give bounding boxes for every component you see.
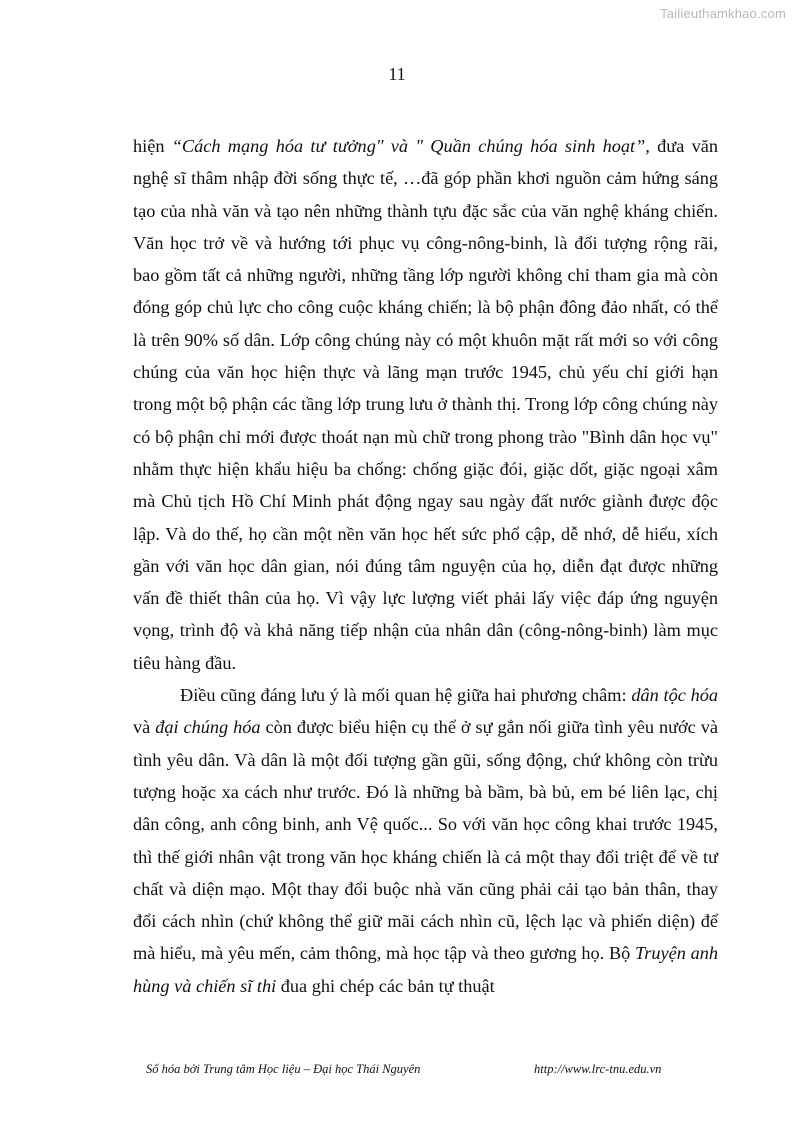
text-run: hiện <box>133 136 172 156</box>
text-run: đưa văn nghệ sĩ thâm nhập đời sống thực tế, …đã góp phần khơi nguồn cảm hứng sáng tạo của nhà văn và tạo nên những thành tựu đặc sắc của văn nghệ kháng chiến. Văn học trở về và hướng tới phục vụ công-nông-binh, là đối tượng rộng rãi, bao gồm tất cả những người, những tầng lớp người không chỉ tham gia mà còn đóng góp chủ lực cho công cuộc kháng chiến; là bộ phận đông đảo nhất, có thể là trên 90% số dân. Lớp công chúng này có một khuôn mặt rất mới so với công chúng của văn học hiện thực và lãng mạn trước 1945, chủ yếu chỉ giới hạn trong một bộ phận các tầng lớp trung lưu ở thành thị. Trong lớp công chúng này có bộ phận chỉ mới được thoát nạn mù chữ trong phong trào "Bình dân học vụ" nhằm thực hiện khẩu hiệu ba chống: chống giặc đói, giặc dốt, giặc ngoại xâm mà Chủ tịch Hồ Chí Minh phát động ngay sau ngày đất nước giành được độc lập. Và do thế, họ cần một nền văn học hết sức phổ cập, dễ nhớ, dễ hiểu, xích gần với văn học dân gian, nói đúng tâm nguyện của họ, diễn đạt được những vấn đề thiết thân của họ. Vì vậy lực lượng viết phải lấy việc đáp ứng nguyện vọng, trình độ và khả năng tiếp nhận của nhân dân (công-nông-binh) làm mục tiêu hàng đầu. <box>133 136 719 673</box>
text-run: đua ghi chép các bản tự thuật <box>276 975 495 996</box>
footer-url[interactable]: http://www.lrc-tnu.edu.vn <box>534 1062 662 1076</box>
italic-text: dân tộc hóa <box>631 685 718 706</box>
document-body <box>133 130 718 1002</box>
italic-text: đại chúng hóa <box>155 717 261 738</box>
paragraph <box>133 130 718 679</box>
paragraph <box>133 679 718 1002</box>
text-run: Điều cũng đáng lưu ý là mối quan hệ giữa hai phương châm: <box>180 685 632 706</box>
watermark-text: Tailieuthamkhao.com <box>660 6 786 21</box>
italic-text: “Cách mạng hóa tư tưởng" và " Quần chúng hóa sinh hoạt”, <box>171 136 650 156</box>
text-run: và <box>133 717 156 738</box>
text-run: còn được biểu hiện cụ thể ở sự gắn nối giữa tình yêu nước và tình yêu dân. Và dân là một đối tượng gần gũi, sống động, chứ không còn trừu tượng hoặc xa cách như trước. Đó là những bà bầm, bà bủ, em bé liên lạc, chị dân công, anh công binh, anh Vệ quốc... So với văn học công khai trước 1945, thì thế giới nhân vật trong văn học kháng chiến là cả một thay đổi triệt để về tư chất và diện mạo. Một thay đổi buộc nhà văn cũng phải cải tạo bản thân, thay đổi cách nhìn (chứ không thể giữ mãi cách nhìn cũ, lệch lạc và phiến diện) để mà hiểu, mà yêu mến, cảm thông, mà học tập và theo gương họ. Bộ <box>133 717 718 964</box>
italic-text: Truyện anh hùng và chiến sĩ thi <box>133 943 719 996</box>
page-number: 11 <box>388 64 406 84</box>
footer-publisher: Số hóa bởi Trung tâm Học liệu – Đại học Thái Nguyên <box>146 1062 421 1076</box>
